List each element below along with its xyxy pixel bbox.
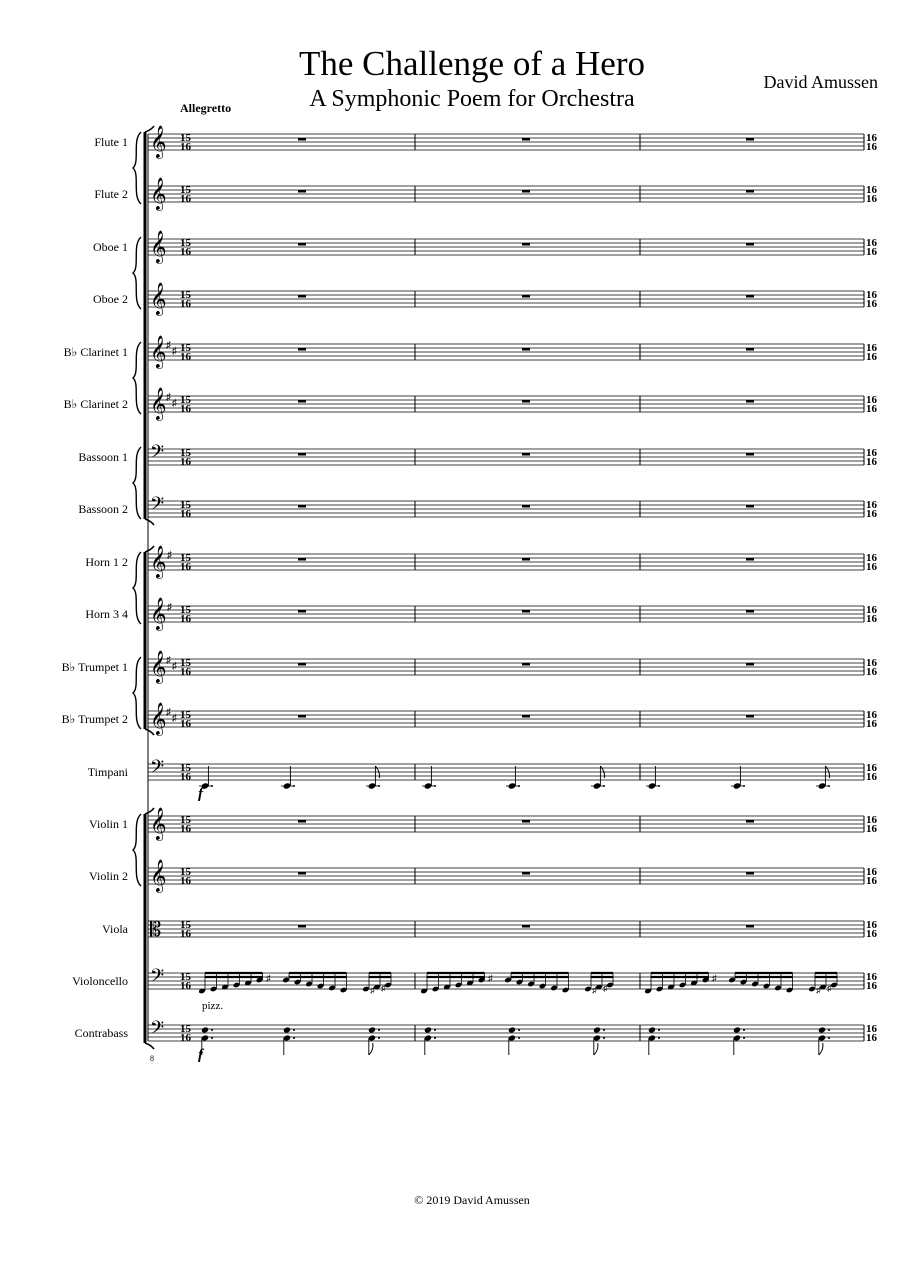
time-signature-denominator: 16 (180, 351, 191, 363)
treble-clef-icon: 𝄞 (150, 230, 167, 263)
time-signature-numerator: 15 (180, 237, 191, 249)
sharp-icon: ♯ (266, 973, 271, 983)
bass-clef-icon: 𝄢 (150, 757, 165, 782)
measure-rest (746, 243, 754, 246)
measure-rest (522, 925, 530, 928)
time-signature-denominator: 16 (180, 666, 191, 678)
measure-rest (522, 610, 530, 613)
sharp-icon: ♯ (172, 398, 177, 409)
bass-clef-icon: 𝄢 (150, 966, 165, 991)
measure-rest (522, 663, 530, 666)
time-signature-denominator: 16 (866, 823, 877, 835)
time-signature-denominator: 16 (866, 718, 877, 730)
time-signature-numerator: 16 (866, 814, 877, 826)
measure-rest (298, 190, 306, 193)
measure-rest (298, 138, 306, 141)
time-signature-denominator: 16 (866, 561, 877, 573)
time-signature-numerator: 16 (866, 342, 877, 354)
time-signature-denominator: 16 (866, 193, 877, 205)
time-signature-numerator: 16 (866, 499, 877, 511)
treble-clef-icon: 𝄞 (150, 335, 167, 368)
time-signature-denominator: 16 (180, 561, 191, 573)
instrument-label: Bassoon 1 (78, 450, 128, 464)
sharp-icon: ♯ (712, 973, 717, 983)
time-signature-numerator: 15 (180, 657, 191, 669)
time-signature-denominator: 16 (866, 1032, 877, 1044)
augmentation-dot (743, 1029, 745, 1031)
time-signature-denominator: 16 (866, 298, 877, 310)
time-signature-numerator: 16 (866, 447, 877, 459)
treble-clef-icon: 𝄞 (150, 807, 167, 840)
measure-rest (298, 872, 306, 875)
measure-rest (746, 925, 754, 928)
time-signature-denominator: 16 (180, 928, 191, 940)
time-signature-numerator: 16 (866, 289, 877, 301)
staff-brace (133, 814, 141, 886)
instrument-label: Oboe 2 (93, 292, 128, 306)
measure-rest (522, 820, 530, 823)
bass-clef-icon: 𝄢 (150, 442, 165, 467)
dynamic-marking: f (198, 786, 203, 802)
sharp-icon: ♯ (827, 983, 832, 993)
time-signature-numerator: 16 (866, 552, 877, 564)
measure-rest (522, 138, 530, 141)
time-signature-numerator: 16 (866, 1023, 877, 1035)
measure-rest (746, 663, 754, 666)
technique-marking: pizz. (202, 1000, 224, 1012)
augmentation-dot (658, 1037, 660, 1039)
note-head (424, 1026, 432, 1033)
staff-brace (133, 132, 141, 204)
treble-clef-icon: 𝄞 (150, 702, 167, 735)
sharp-icon: ♯ (166, 655, 171, 666)
note-head (508, 1026, 516, 1033)
dynamic-marking: f (198, 1047, 203, 1063)
time-signature-denominator: 16 (180, 456, 191, 468)
sharp-icon: ♯ (166, 340, 171, 351)
time-signature-numerator: 15 (180, 709, 191, 721)
staff-brace (133, 447, 141, 519)
augmentation-dot (828, 785, 830, 787)
treble-clef-icon: 𝄞 (150, 125, 167, 158)
time-signature-numerator: 16 (866, 132, 877, 144)
bass-clef-icon: 𝄢 (150, 494, 165, 519)
time-signature-denominator: 16 (180, 875, 191, 887)
time-signature-denominator: 16 (866, 875, 877, 887)
time-signature-denominator: 16 (866, 508, 877, 520)
time-signature-denominator: 16 (180, 193, 191, 205)
instrument-label: B♭ Clarinet 2 (63, 397, 128, 411)
augmentation-dot (518, 1037, 520, 1039)
measure-rest (522, 243, 530, 246)
time-signature-denominator: 16 (866, 666, 877, 678)
time-signature-numerator: 16 (866, 919, 877, 931)
instrument-label: Violoncello (72, 974, 128, 988)
note-head (593, 1026, 601, 1033)
augmentation-dot (603, 785, 605, 787)
sharp-icon: ♯ (172, 713, 177, 724)
measure-rest (298, 558, 306, 561)
augmentation-dot (293, 1037, 295, 1039)
time-signature-numerator: 16 (866, 971, 877, 983)
measure-rest (746, 558, 754, 561)
octave-marking: 8 (150, 1054, 154, 1063)
time-signature-denominator: 16 (866, 613, 877, 625)
note-head (283, 1026, 291, 1033)
time-signature-numerator: 16 (866, 709, 877, 721)
augmentation-dot (743, 785, 745, 787)
treble-clef-icon: 𝄞 (150, 282, 167, 315)
time-signature-numerator: 15 (180, 762, 191, 774)
augmentation-dot (603, 1029, 605, 1031)
time-signature-numerator: 15 (180, 866, 191, 878)
time-signature-denominator: 16 (180, 980, 191, 992)
note-flag (819, 1043, 823, 1055)
measure-rest (746, 295, 754, 298)
instrument-label: Flute 1 (94, 135, 128, 149)
score-title: The Challenge of a Hero (299, 44, 645, 83)
sharp-icon: ♯ (603, 983, 608, 993)
time-signature-numerator: 15 (180, 919, 191, 931)
measure-rest (522, 400, 530, 403)
time-signature-denominator: 16 (866, 246, 877, 258)
time-signature-numerator: 15 (180, 971, 191, 983)
measure-rest (298, 715, 306, 718)
measure-rest (298, 610, 306, 613)
composer-name: David Amussen (763, 72, 878, 92)
time-signature-denominator: 16 (866, 980, 877, 992)
measure-rest (746, 820, 754, 823)
staff-brace (133, 657, 141, 729)
augmentation-dot (378, 785, 380, 787)
measure-rest (746, 610, 754, 613)
treble-clef-icon: 𝄞 (150, 650, 167, 683)
augmentation-dot (743, 1037, 745, 1039)
time-signature-numerator: 16 (866, 604, 877, 616)
time-signature-numerator: 15 (180, 394, 191, 406)
time-signature-denominator: 16 (180, 823, 191, 835)
measure-rest (298, 505, 306, 508)
copyright-notice: © 2019 David Amussen (414, 1193, 530, 1207)
measure-rest (746, 348, 754, 351)
instrument-label: Timpani (87, 765, 128, 779)
measure-rest (298, 453, 306, 456)
augmentation-dot (603, 1037, 605, 1039)
instrument-label: Horn 1 2 (85, 555, 128, 569)
bass-clef-icon: 𝄢 (150, 1018, 165, 1043)
measure-rest (746, 400, 754, 403)
measure-rest (522, 453, 530, 456)
sharp-icon: ♯ (172, 346, 177, 357)
time-signature-numerator: 16 (866, 866, 877, 878)
treble-clef-icon: 𝄞 (150, 387, 167, 420)
measure-rest (746, 190, 754, 193)
instrument-label: Oboe 1 (93, 240, 128, 254)
measure-rest (522, 558, 530, 561)
time-signature-denominator: 16 (180, 403, 191, 415)
sharp-icon: ♯ (166, 707, 171, 718)
alto-clef-icon: 𝄡 (150, 917, 162, 941)
time-signature-denominator: 16 (180, 771, 191, 783)
instrument-label: Flute 2 (94, 187, 128, 201)
time-signature-denominator: 16 (866, 141, 877, 153)
measure-rest (522, 190, 530, 193)
measure-rest (522, 505, 530, 508)
time-signature-numerator: 15 (180, 814, 191, 826)
time-signature-numerator: 15 (180, 447, 191, 459)
tempo-marking: Allegretto (180, 101, 232, 115)
time-signature-numerator: 16 (866, 237, 877, 249)
sharp-icon: ♯ (816, 985, 821, 995)
measure-rest (746, 872, 754, 875)
sharp-icon: ♯ (167, 550, 172, 561)
time-signature-denominator: 16 (180, 718, 191, 730)
time-signature-numerator: 15 (180, 132, 191, 144)
time-signature-denominator: 16 (866, 456, 877, 468)
strings-bracket-cap (145, 1043, 154, 1049)
instrument-label: Violin 1 (89, 817, 128, 831)
time-signature-denominator: 16 (180, 613, 191, 625)
staff-brace (133, 342, 141, 414)
time-signature-numerator: 15 (180, 342, 191, 354)
note-head (368, 1026, 376, 1033)
augmentation-dot (293, 785, 295, 787)
instrument-label: B♭ Clarinet 1 (63, 345, 128, 359)
instrument-label: Viola (102, 922, 128, 936)
time-signature-denominator: 16 (866, 771, 877, 783)
augmentation-dot (434, 785, 436, 787)
measure-rest (298, 663, 306, 666)
measure-rest (298, 348, 306, 351)
augmentation-dot (828, 1029, 830, 1031)
time-signature-numerator: 16 (866, 184, 877, 196)
augmentation-dot (378, 1029, 380, 1031)
augmentation-dot (211, 1037, 213, 1039)
time-signature-numerator: 16 (866, 394, 877, 406)
time-signature-numerator: 15 (180, 1023, 191, 1035)
instrument-label: B♭ Trumpet 1 (61, 660, 128, 674)
note-head (648, 1026, 656, 1033)
augmentation-dot (434, 1029, 436, 1031)
augmentation-dot (828, 1037, 830, 1039)
measure-rest (522, 715, 530, 718)
treble-clef-icon: 𝄞 (150, 177, 167, 210)
augmentation-dot (518, 1029, 520, 1031)
time-signature-denominator: 16 (180, 246, 191, 258)
time-signature-numerator: 15 (180, 604, 191, 616)
instrument-label: Violin 2 (89, 869, 128, 883)
instrument-label: Contrabass (74, 1026, 128, 1040)
treble-clef-icon: 𝄞 (150, 859, 167, 892)
sharp-icon: ♯ (592, 985, 597, 995)
instrument-label: B♭ Trumpet 2 (61, 712, 128, 726)
measure-rest (298, 295, 306, 298)
time-signature-numerator: 15 (180, 184, 191, 196)
treble-clef-icon: 𝄞 (150, 597, 167, 630)
time-signature-numerator: 16 (866, 657, 877, 669)
note-flag (594, 1043, 598, 1055)
note-head (818, 1026, 826, 1033)
time-signature-denominator: 16 (180, 141, 191, 153)
note-flag (369, 1043, 373, 1055)
time-signature-denominator: 16 (866, 928, 877, 940)
augmentation-dot (293, 1029, 295, 1031)
augmentation-dot (518, 785, 520, 787)
score-subtitle: A Symphonic Poem for Orchestra (309, 86, 635, 112)
time-signature-denominator: 16 (866, 403, 877, 415)
sharp-icon: ♯ (167, 602, 172, 613)
sharp-icon: ♯ (172, 661, 177, 672)
time-signature-denominator: 16 (180, 1032, 191, 1044)
sharp-icon: ♯ (488, 973, 493, 983)
time-signature-numerator: 15 (180, 499, 191, 511)
staff-brace (133, 552, 141, 624)
augmentation-dot (211, 1029, 213, 1031)
measure-rest (522, 295, 530, 298)
time-signature-numerator: 15 (180, 552, 191, 564)
woodwind-bracket-cap (145, 519, 154, 525)
time-signature-numerator: 15 (180, 289, 191, 301)
measure-rest (298, 400, 306, 403)
augmentation-dot (658, 785, 660, 787)
measure-rest (522, 872, 530, 875)
measure-rest (298, 243, 306, 246)
augmentation-dot (434, 1037, 436, 1039)
instrument-label: Horn 3 4 (85, 607, 128, 621)
augmentation-dot (211, 785, 213, 787)
staff-brace (133, 237, 141, 309)
augmentation-dot (658, 1029, 660, 1031)
measure-rest (746, 138, 754, 141)
time-signature-denominator: 16 (866, 351, 877, 363)
time-signature-denominator: 16 (180, 298, 191, 310)
augmentation-dot (378, 1037, 380, 1039)
time-signature-numerator: 16 (866, 762, 877, 774)
measure-rest (522, 348, 530, 351)
sharp-icon: ♯ (381, 983, 386, 993)
note-head (733, 1026, 741, 1033)
time-signature-denominator: 16 (180, 508, 191, 520)
measure-rest (746, 715, 754, 718)
measure-rest (746, 453, 754, 456)
treble-clef-icon: 𝄞 (150, 545, 167, 578)
measure-rest (298, 820, 306, 823)
measure-rest (298, 925, 306, 928)
sharp-icon: ♯ (370, 985, 375, 995)
measure-rest (746, 505, 754, 508)
instrument-label: Bassoon 2 (78, 502, 128, 516)
note-head (201, 1026, 209, 1033)
sharp-icon: ♯ (166, 392, 171, 403)
